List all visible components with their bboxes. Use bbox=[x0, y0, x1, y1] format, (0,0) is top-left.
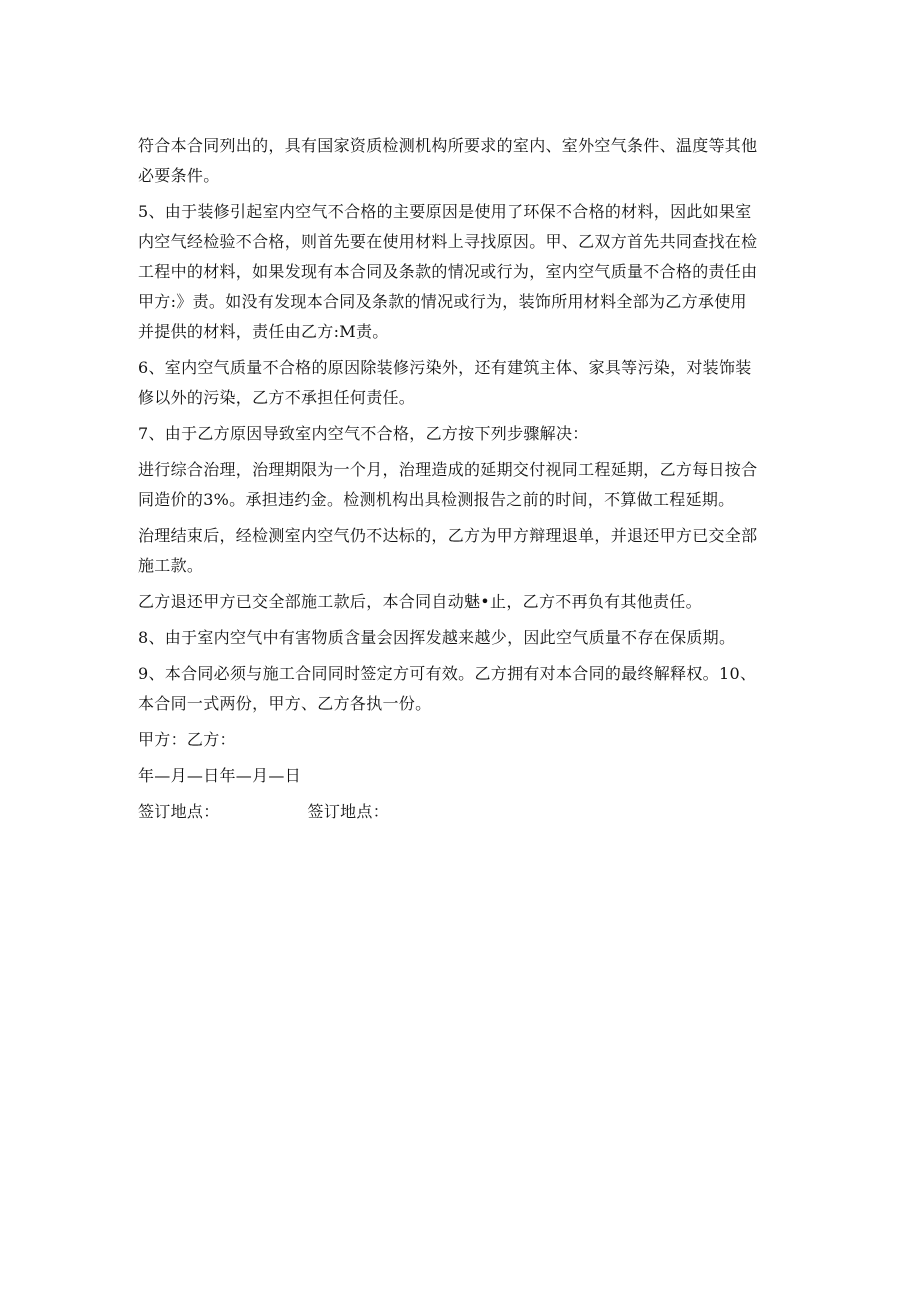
text-line: 必要条件。 bbox=[138, 166, 220, 185]
paragraph-item-7-step-b bbox=[138, 521, 798, 581]
signing-place-party-a: 签订地点： bbox=[138, 802, 220, 821]
text-line: 5、由于装修引起室内空气不合格的主要原因是使用了环保不合格的材料，因此如果室 bbox=[138, 202, 752, 221]
paragraph-item-7 bbox=[138, 419, 798, 449]
paragraph-item-7-step-c bbox=[138, 587, 798, 617]
text-line: 进行综合治理，治理期限为一个月，治理造成的延期交付视同工程延期，乙方每日按合 bbox=[138, 460, 758, 479]
signature-places bbox=[138, 797, 798, 827]
paragraph-item-5 bbox=[138, 197, 798, 347]
text-line: 工程中的材料，如果发现有本合同及条款的情况或行为，室内空气质量不合格的责任由 bbox=[138, 262, 758, 281]
text-line: 6、室内空气质量不合格的原因除装修污染外，还有建筑主体、家具等污染，对装饰装 bbox=[138, 358, 752, 377]
text-line: 修以外的污染，乙方不承担任何责任。 bbox=[138, 388, 416, 407]
text-line: 施工款。 bbox=[138, 556, 204, 575]
text-line: 并提供的材料，责任由乙方:M责。 bbox=[138, 322, 389, 341]
paragraph-continuation bbox=[138, 131, 798, 191]
signing-place-party-b: 签订地点： bbox=[307, 802, 390, 821]
signature-parties: 甲方：乙方： bbox=[138, 730, 236, 749]
paragraph-item-7-step-a bbox=[138, 455, 798, 515]
text-line: 符合本合同列出的，具有国家资质检测机构所要求的室内、室外空气条件、温度等其他 bbox=[138, 136, 758, 155]
signature-dates: 年—月—日年—月—日 bbox=[138, 766, 302, 785]
text-line: 内空气经检验不合格，则首先要在使用材料上寻找原因。甲、乙双方首先共同查找在检 bbox=[138, 232, 758, 251]
paragraph-item-9 bbox=[138, 659, 798, 719]
text-line: 甲方:》责。如没有发现本合同及条款的情况或行为，装饰所用材料全部为乙方承使用 bbox=[138, 292, 747, 311]
text-line: 9、本合同必须与施工合同同时签定方可有效。乙方拥有对本合同的最终解释权。10、 bbox=[138, 664, 757, 683]
text-line: 同造价的3%。承担违约金。检测机构出具检测报告之前的时间，不算做工程延期。 bbox=[138, 490, 735, 509]
text-line: 8、由于室内空气中有害物质含量会因挥发越来越少，因此空气质量不存在保质期。 bbox=[138, 628, 736, 647]
paragraph-item-6 bbox=[138, 353, 798, 413]
paragraph-item-8 bbox=[138, 623, 798, 653]
text-line: 本合同一式两份，甲方、乙方各执一份。 bbox=[138, 694, 432, 713]
text-line: 7、由于乙方原因导致室内空气不合格，乙方按下列步骤解决： bbox=[138, 424, 589, 443]
document-body bbox=[138, 131, 798, 833]
text-line: 治理结束后，经检测室内空气仍不达标的，乙方为甲方辩理退单，并退还甲方已交全部 bbox=[138, 526, 758, 545]
text-line: 乙方退还甲方已交全部施工款后，本合同自动魅•止，乙方不再负有其他责任。 bbox=[138, 592, 702, 611]
